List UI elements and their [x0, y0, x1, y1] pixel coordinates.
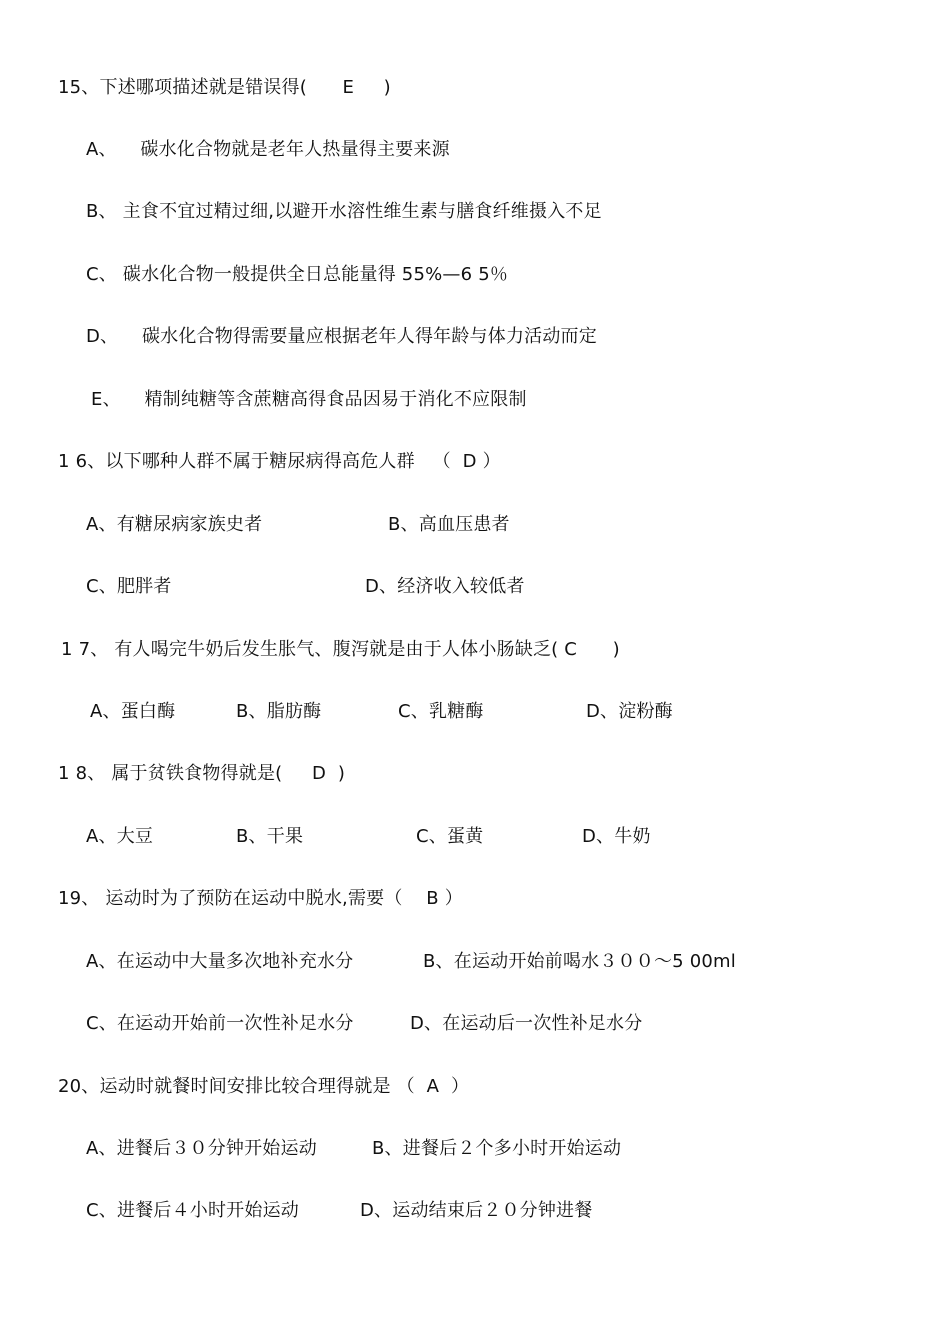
question-18-option-d: D、牛奶 — [582, 826, 651, 847]
question-17-stem: 1 7、 有人喝完牛奶后发生胀气、腹泻就是由于人体小肠缺乏( C ) — [61, 639, 620, 660]
question-20-option-d: D、运动结束后２０分钟进餐 — [360, 1200, 593, 1221]
question-16-option-a: A、有糖尿病家族史者 — [86, 514, 263, 535]
question-20-option-a: A、进餐后３０分钟开始运动 — [86, 1138, 317, 1159]
question-20-option-b: B、进餐后２个多小时开始运动 — [372, 1138, 622, 1159]
question-17-option-d: D、淀粉酶 — [586, 701, 673, 722]
question-16-option-b: B、高血压患者 — [388, 514, 510, 535]
question-19-option-d: D、在运动后一次性补足水分 — [410, 1013, 643, 1034]
question-15-option-c: C、 碳水化合物一般提供全日总能量得 55%—6 5％ — [86, 264, 509, 285]
question-15-option-a: A、 碳水化合物就是老年人热量得主要来源 — [86, 139, 450, 160]
question-17-option-b: B、脂肪酶 — [236, 701, 322, 722]
question-17-option-a: A、蛋白酶 — [90, 701, 176, 722]
question-18-option-a: A、大豆 — [86, 826, 154, 847]
question-16-option-d: D、经济收入较低者 — [365, 576, 525, 597]
question-18-option-c: C、蛋黄 — [416, 826, 484, 847]
question-15-stem: 15、下述哪项描述就是错误得( E ) — [58, 77, 391, 98]
question-20-option-c: C、进餐后４小时开始运动 — [86, 1200, 299, 1221]
question-15-option-e: E、 精制纯糖等含蔗糖高得食品因易于消化不应限制 — [91, 389, 527, 410]
question-19-option-c: C、在运动开始前一次性补足水分 — [86, 1013, 354, 1034]
question-16-stem: 1 6、以下哪种人群不属于糖尿病得高危人群 （ D ） — [58, 451, 501, 472]
question-20-stem: 20、运动时就餐时间安排比较合理得就是 （ A ） — [58, 1076, 470, 1097]
question-17-option-c: C、乳糖酶 — [398, 701, 484, 722]
question-15-option-b: B、 主食不宜过精过细,以避开水溶性维生素与膳食纤维摄入不足 — [86, 201, 602, 222]
question-19-option-b: B、在运动开始前喝水３００～5 00ml — [423, 951, 736, 972]
question-19-option-a: A、在运动中大量多次地补充水分 — [86, 951, 354, 972]
question-18-stem: 1 8、 属于贫铁食物得就是( D ) — [58, 763, 346, 784]
question-16-option-c: C、肥胖者 — [86, 576, 172, 597]
question-18-option-b: B、干果 — [236, 826, 304, 847]
question-15-option-d: D、 碳水化合物得需要量应根据老年人得年龄与体力活动而定 — [86, 326, 597, 347]
question-19-stem: 19、 运动时为了预防在运动中脱水,需要（ B ） — [58, 888, 463, 909]
